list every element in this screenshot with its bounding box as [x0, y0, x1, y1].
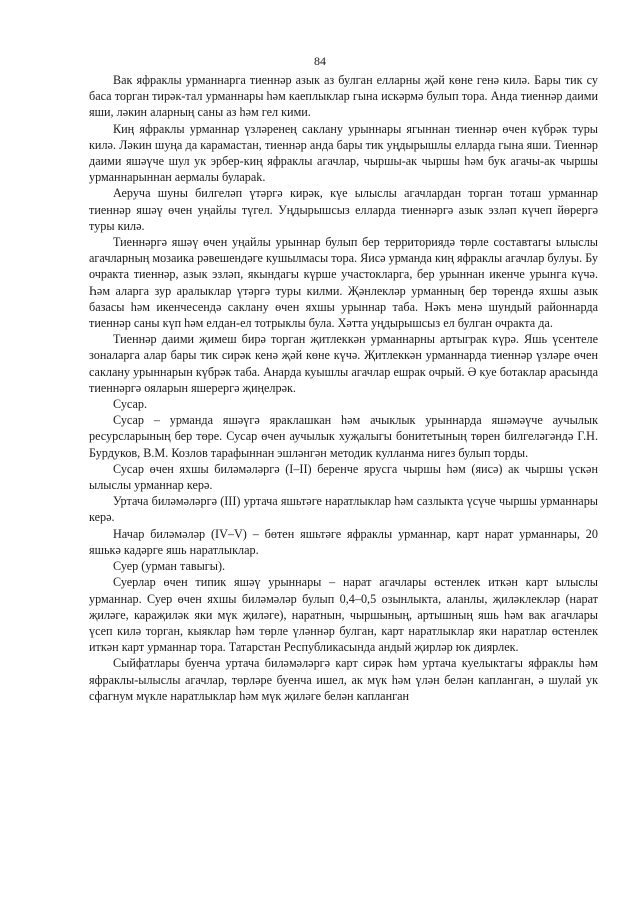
- paragraph: Вак яфраклы урманнарга тиеннәр азык аз булган елларны җәй көне генә килә. Бары тик су баса торган тирәк-тал урманнары һәм каеплыклар гына искәрмә булып тора. Анда тиеннәр даими яши, ләкин аларның саны аз һәм гел кими.: [89, 73, 598, 120]
- paragraph: Сыйфатлары буенча уртача биләмәләргә карт сирәк һәм уртача куелыктагы яфраклы һәм яфраклы-ылыслы агачлар, төрләре буенча ишел, ак мүк һәм үлән белән капланган, ә шулай ук сфагнум мүкле наратлыклар һәм мүк җиләге белән капланган: [89, 656, 598, 703]
- paragraph: Суерлар өчен типик яшәү урыннары – нарат агачлары өстенлек иткән карт ылыслы урманнар. Суер өчен яхшы биләмәләр булып 0,4–0,5 озынлыкта, аланлы, җиләклекләр (нарат җиләге, караҗиләк яки мүк җиләге), наратнын, чыршының, артышның яшь һәм вак агачлары үсеп килә торган, кыяклар һәм төрле үләннәр булган, карт наратлыклар яки наратлар өстенлек иткән карт урманнар тора. Татарстан Республикасында андый җирләр юк диярлек.: [89, 575, 598, 655]
- section-heading-marten: Сусар.: [113, 397, 148, 412]
- paragraph: Киң яфраклы урманнар үзләренең саклану урыннары ягыннан тиеннәр өчен күбрәк туры килә. Ләкин шуңа да карамастан, тиеннәр анда бары тик уңдырышлы елларда гына яши. Тиеннәр даими яшәүче шул ук эрбер-киң яфраклы агачлар, чыршы-ак чыршы һәм бук агачы-ак чыршы урманнарыннан аермалы булараk.: [89, 121, 598, 185]
- paragraph: Тиеннәр даими җимеш бирә торган җитлеккән урманнарны артыграк күрә. Яшь үсентеле зоналарга алар бары тик сирәк кенә җәй көне күчә. Җитлеккән урманнарда тиеннәр үзләре өчен саклану урыннарын күбрәк таба. Анарда куышлы агачлар ешрак очрый. Ә куе ботаклар арасында тиеннәргә ояларын яшерергә җиңелрәк.: [89, 332, 598, 395]
- paragraph: Сусар – урманда яшәүгә яраклашкан һәм ачыклык урыннарда яшәмәүче аучылык ресурсларының бер төре. Сусар өчен аучылык хуҗалыгы бонитетының төрен билгеләгәндә Г.Н. Бурдуков, В.М. Козлов тарафыннан эшләнгән методик кулланма нигез булып торды.: [89, 413, 598, 460]
- paragraph: Сусар өчен яхшы биләмәләргә (I–II) беренче ярусга чыршы һәм (яисә) ак чыршы үскән ылыслы урманнар керә.: [89, 461, 598, 493]
- paragraph: Уртача биләмәләргә (III) уртача яшьтәге наратлыклар һәм сазлыкта үсүче чыршы урманнары керә.: [89, 494, 598, 525]
- body-text: [89, 72, 598, 704]
- paragraph: Аеруча шуны билгеләп үтәргә кирәк, күе ылыслы агачлардан торган тоташ урманнар тиеннәр яшәү өчен уңайлы түгел. Уңдырышсыз елларда тиеннәргә азык эзләп күчеп йөрергә туры килә.: [89, 186, 598, 233]
- section-heading-capercaillie: Суер (урман тавыгы).: [113, 559, 226, 574]
- paragraph: Начар биләмәләр (IV–V) – бөтен яшьтәге яфраклы урманнар, карт нарат урманнары, 20 яшькә кадәрге яшь наратлыклар.: [89, 526, 598, 557]
- page-number: 84: [314, 54, 326, 68]
- paragraph: Тиеннәргә яшәү өчен уңайлы урыннар булып бер территориядә төрле составтагы ылыслы агачларның мозаика рәвешендәге кушылмасы тора. Яисә урманда киң яфраклы агачлар булуы. Бу очракта тиеннәр, азык эзләп, якындагы күрше участокларга, бер урыннан икенче урынга күчә. Һәм аларга зур аралыклар үтәргә туры килми. Җәнлекләр урманның бер төрендә яхшы азык базасы һәм икенчесендә саклану өчен яхшы урыннар таба. Нәкъ менә шундый районнарда тиеннәр саны күп һәм елдан-ел тотрыклы була. Хәтта уңдырышсыз ел булган очракта да.: [89, 235, 598, 331]
